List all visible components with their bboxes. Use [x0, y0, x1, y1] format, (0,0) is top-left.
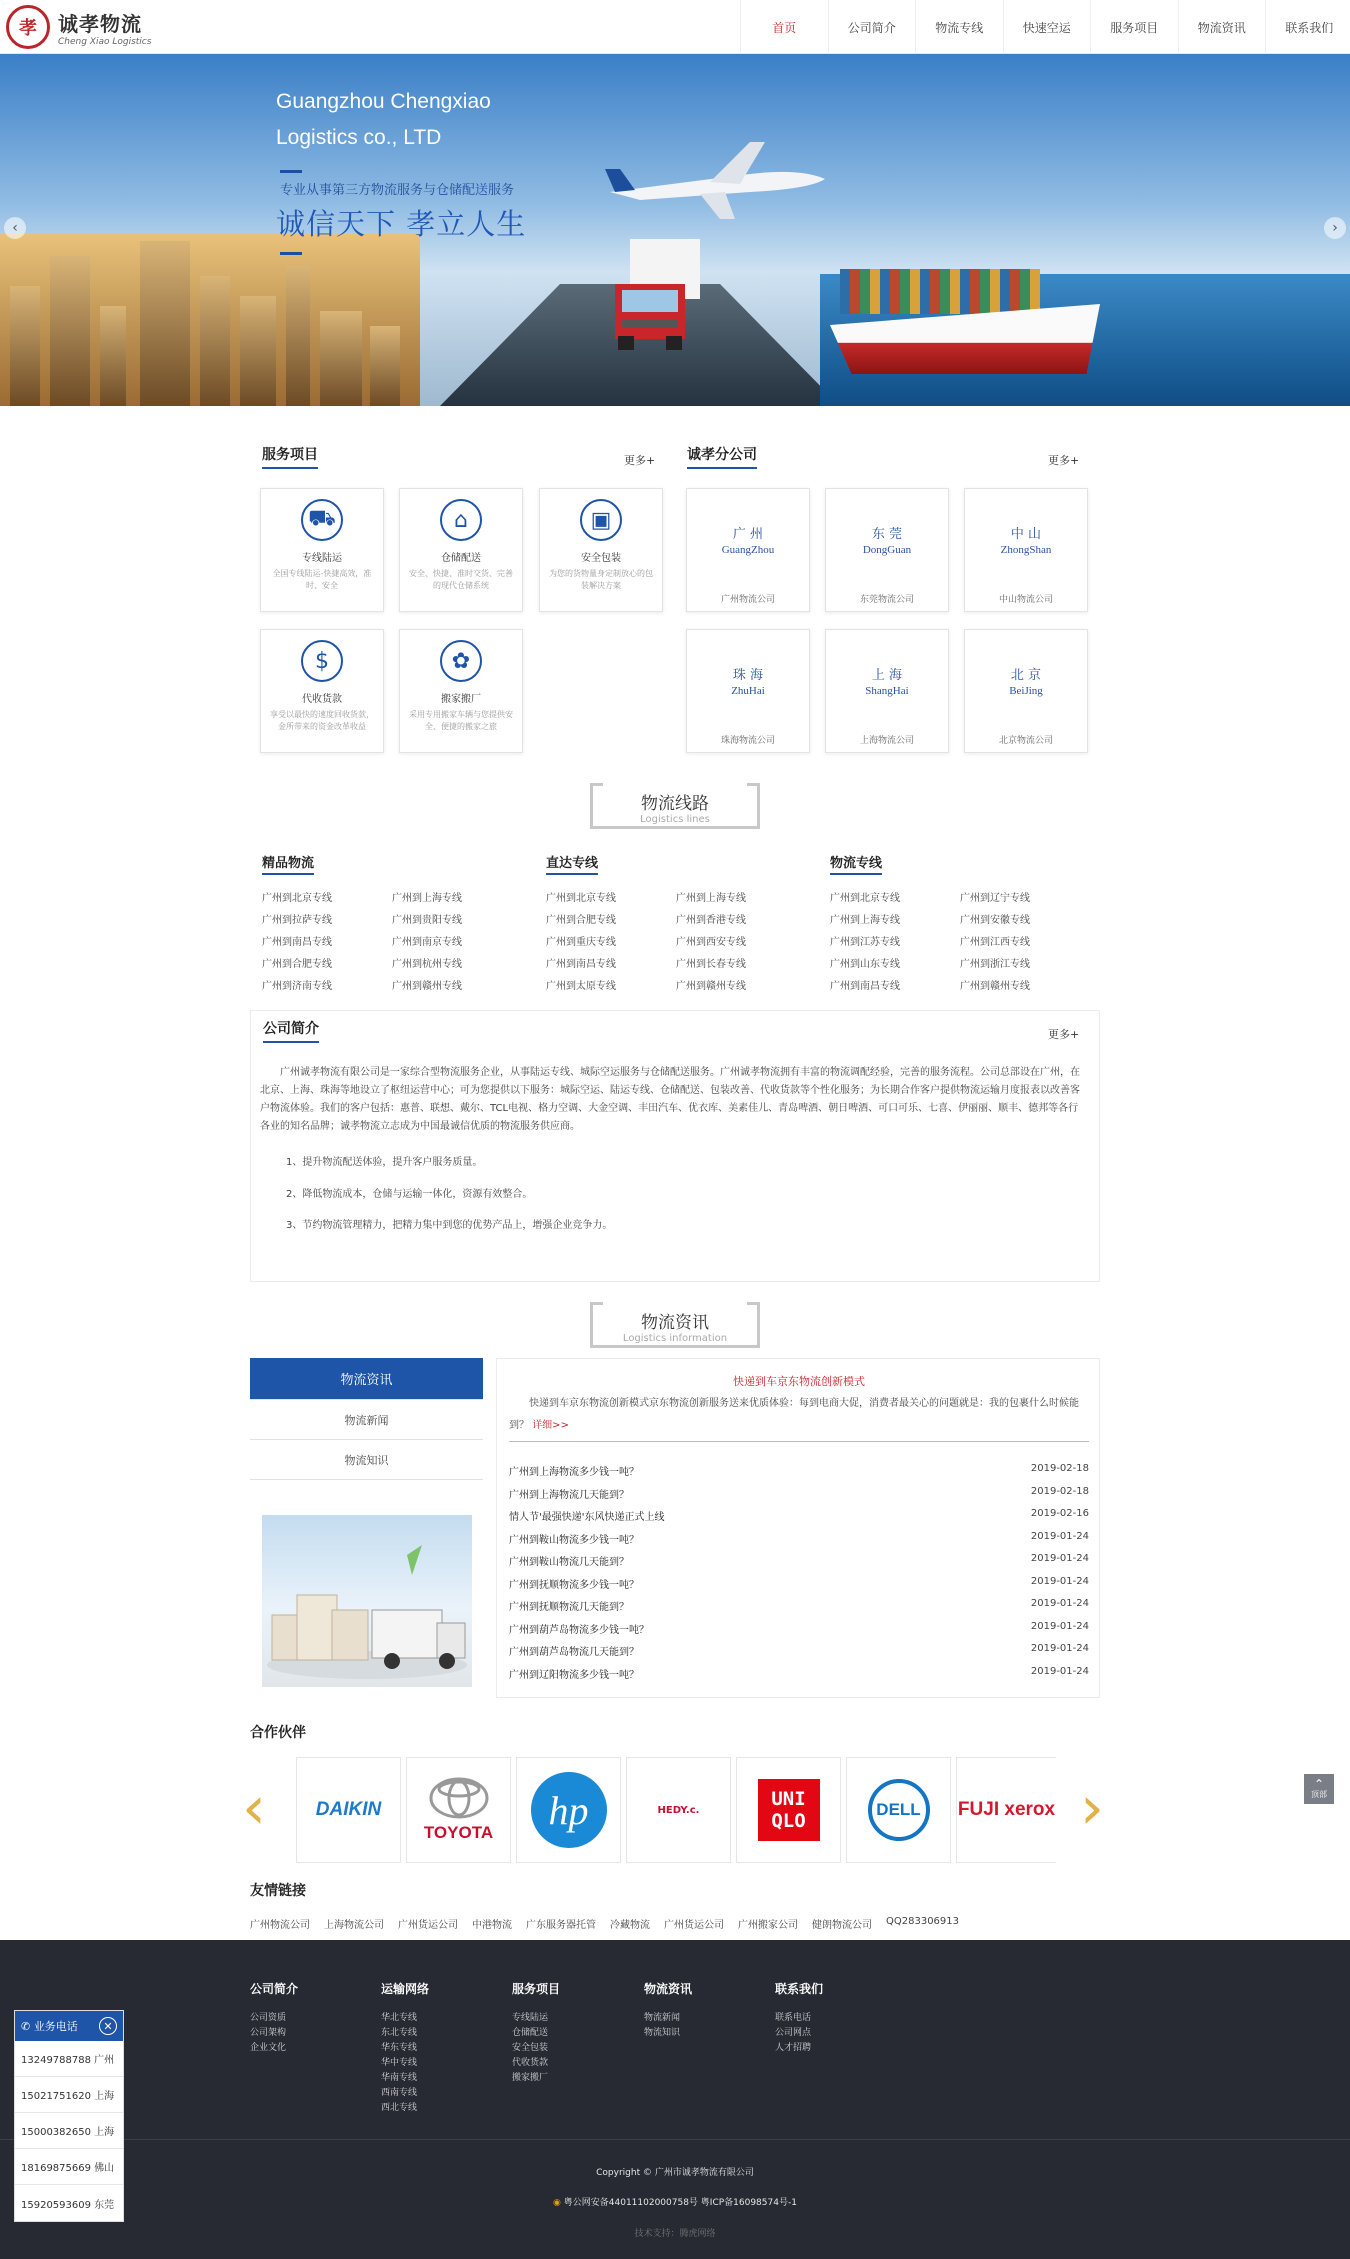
footer-col-title: 公司简介 [250, 1982, 299, 1996]
branch-caption: 东莞物流公司 [859, 595, 914, 605]
lines-head-cn: 物流线路 [641, 794, 709, 814]
service-card-desc: 安全、快捷、准时交货、完善的现代仓储系统 [409, 569, 513, 590]
news-section-header [590, 1302, 760, 1348]
footer [0, 1940, 1350, 2259]
news-row[interactable]: 广州到葫芦岛物流多少钱一吨？ 2019-01-24 [509, 1620, 1089, 1636]
logo[interactable] [6, 4, 151, 50]
nav-services[interactable]: 服务项目 [1090, 0, 1178, 54]
news-row[interactable]: 情人节'最强快递'东风快递正式上线 2019-02-16 [509, 1508, 1089, 1523]
line-link[interactable]: 广州到赣州专线 [960, 981, 1030, 992]
line-link[interactable]: 广州到南昌专线 [546, 959, 616, 970]
moving-icon: ✿ [440, 640, 482, 682]
service-card-title: 代收货款 [302, 694, 342, 705]
footer-link[interactable]: 西南专线 [381, 2088, 418, 2098]
service-card-packaging[interactable] [539, 488, 663, 612]
banner-divider [280, 170, 302, 173]
footer-copyright: Copyright © 广州市诚孝物流有限公司 [596, 2168, 754, 2178]
banner-prev-arrow-icon[interactable]: ‹ [4, 217, 26, 239]
hero-banner[interactable] [0, 54, 1350, 406]
intro-paragraph: 广州诚孝物流有限公司是一家综合型物流服务企业，从事陆运专线、城际空运服务与仓储配送服务。广州诚孝物流拥有丰富的物流调配经验，完善的服务流程。公司总部设在广州，在北京、上海、珠海等地设立了枢纽运营中心；可为您提供以下服务：城际空运、陆运专线、仓储配送、包装改善、代收货款等个性化服务；为长期合作客户提供物流运输月度报表以改善客户物流体验。我们的客户包括：惠普、联想、戴尔、TCL电视、格力空调、大金空调、丰田汽车、优衣库、美素佳儿、青岛啤酒、朝日啤酒、可口可乐、七喜、伊丽丽、顺丰、德邦等各行各业的知名品牌；诚孝物流立志成为中国最诚信优质的物流服务供应商。 [260, 1067, 1080, 1132]
side-phone-row[interactable]: 15000382650 上海 [15, 2113, 123, 2149]
line-link[interactable]: 广州到香港专线 [676, 915, 746, 926]
line-link[interactable]: 广州到济南专线 [262, 981, 332, 992]
branch-caption: 珠海物流公司 [720, 736, 775, 746]
tab-logistics-knowledge[interactable]: 物流知识 [250, 1440, 483, 1480]
footer-link[interactable]: 公司架构 [250, 2028, 287, 2038]
nav-news[interactable]: 物流资讯 [1178, 0, 1266, 54]
line-link[interactable]: 广州到长春专线 [676, 959, 746, 970]
partner-logo-fujixerox[interactable]: FUJI xerox [956, 1757, 1056, 1863]
partner-logo-dell[interactable]: DELL [846, 1757, 951, 1863]
partners-next-arrow-icon[interactable]: › [1080, 1773, 1104, 1843]
friend-link[interactable]: 健朗物流公司 [812, 1920, 872, 1931]
footer-link[interactable]: 安全包装 [512, 2043, 549, 2053]
footer-link[interactable]: 公司网点 [775, 2028, 812, 2038]
toyota-emblem-icon [429, 1777, 489, 1819]
logo-en: Cheng Xiao Logistics [58, 36, 152, 47]
line-link[interactable]: 广州到南昌专线 [830, 981, 900, 992]
branch-card-guangzhou[interactable] [686, 488, 810, 612]
footer-link[interactable]: 代收货款 [512, 2058, 549, 2068]
nav-contact[interactable]: 联系我们 [1265, 0, 1350, 54]
news-row[interactable]: 广州到抚顺物流几天能到？ 2019-01-24 [509, 1598, 1089, 1613]
tab-logistics-news[interactable]: 物流新闻 [250, 1400, 483, 1440]
line-link[interactable]: 广州到江西专线 [960, 937, 1030, 948]
side-phone-header [15, 2011, 123, 2041]
partner-logo-hp[interactable]: hp [516, 1757, 621, 1863]
branches-more-link[interactable]: 更多+ [1048, 454, 1080, 467]
intro-point: 3、节约物流管理精力，把精力集中到您的优势产品上，增强企业竞争力。 [286, 1220, 613, 1231]
line-link[interactable]: 广州到杭州专线 [392, 959, 462, 970]
intro-point: 2、降低物流成本，仓储与运输一体化，资源有效整合。 [286, 1189, 533, 1200]
footer-link[interactable]: 华东专线 [381, 2043, 418, 2053]
phone-icon: ✆ [21, 2020, 31, 2033]
service-card-title: 搬家搬厂 [441, 694, 481, 705]
news-row[interactable]: 广州到鞍山物流多少钱一吨？ 2019-01-24 [509, 1530, 1089, 1546]
intro-point: 1、提升物流配送体验，提升客户服务质量。 [286, 1157, 483, 1168]
news-image [262, 1515, 472, 1687]
branch-en: ZhuHai [731, 685, 765, 697]
news-row[interactable]: 广州到上海物流多少钱一吨？ 2019-02-18 [509, 1463, 1089, 1478]
branch-card-beijing[interactable] [964, 629, 1088, 753]
service-card-freight[interactable] [260, 488, 384, 612]
branch-en: ShangHai [865, 685, 909, 697]
news-row[interactable]: 广州到抚顺物流多少钱一吨？ 2019-01-24 [509, 1575, 1089, 1591]
branch-cn: 广 州 [732, 527, 764, 542]
footer-col-contact [775, 1980, 823, 2056]
branch-en: BeiJing [1009, 685, 1043, 697]
footer-link[interactable]: 仓储配送 [512, 2028, 549, 2038]
branch-en: DongGuan [862, 544, 912, 556]
arrow-up-icon: ⌃ [1313, 1777, 1325, 1791]
branch-caption: 中山物流公司 [998, 595, 1053, 605]
friend-link[interactable]: 广州物流公司 [250, 1920, 310, 1931]
lines-col-title: 物流专线 [830, 852, 882, 875]
footer-link[interactable]: 联系电话 [775, 2013, 812, 2023]
truck-icon: ⛟ [301, 499, 343, 541]
branch-cn: 东 莞 [871, 527, 903, 542]
branch-cn: 珠 海 [732, 668, 764, 683]
footer-col-services [512, 1980, 560, 2086]
branch-cn: 上 海 [871, 668, 903, 683]
side-phone-row[interactable]: 15021751620 上海 [15, 2077, 123, 2113]
branch-card-shanghai[interactable] [825, 629, 949, 753]
services-more-link[interactable]: 更多+ [624, 454, 656, 467]
footer-col-news [644, 1980, 692, 2041]
line-link[interactable]: 广州到太原专线 [546, 981, 616, 992]
friend-link[interactable]: 广州货运公司 [398, 1920, 458, 1931]
news-headline[interactable]: 快递到车京东物流创新模式 [733, 1375, 865, 1388]
banner-next-arrow-icon[interactable]: › [1324, 217, 1346, 239]
banner-plane-icon [600, 134, 840, 224]
footer-icp-text: 粤公网安备44011102000758号 粤ICP备16098574号-1 [563, 2198, 797, 2208]
line-link[interactable]: 广州到北京专线 [830, 893, 900, 904]
line-link[interactable]: 广州到赣州专线 [392, 981, 462, 992]
footer-link[interactable]: 搬家搬厂 [512, 2073, 549, 2083]
footer-link[interactable]: 企业文化 [250, 2043, 287, 2053]
banner-subtitle: 专业从事第三方物流服务与仓储配送服务 [280, 183, 515, 198]
police-badge-icon: ◉ [553, 2198, 561, 2208]
warehouse-icon: ⌂ [440, 499, 482, 541]
side-phone-widget [14, 2010, 124, 2222]
partners-title: 合作伙伴 [250, 1725, 306, 1741]
service-card-desc: 享受以最快的速度回收货款，金所带来的资金改革收益 [270, 710, 374, 731]
branch-en: GuangZhou [721, 544, 775, 556]
footer-col-title: 服务项目 [512, 1982, 561, 1996]
friend-link[interactable]: 冷藏物流 [610, 1920, 650, 1931]
banner-company-en: Guangzhou Chengxiao Logistics co., LTD [276, 90, 491, 149]
banner-containers [840, 269, 1040, 314]
lines-col-title: 直达专线 [546, 852, 598, 875]
friend-link[interactable]: 上海物流公司 [324, 1920, 384, 1931]
footer-link[interactable]: 华北专线 [381, 2013, 418, 2023]
branch-cn: 北 京 [1010, 668, 1042, 683]
friend-links-title: 友情链接 [250, 1883, 306, 1899]
news-head-cn: 物流资讯 [641, 1313, 709, 1333]
logo-mark-icon: 孝 [6, 5, 50, 49]
news-divider [509, 1441, 1089, 1442]
footer-link[interactable]: 公司资质 [250, 2013, 287, 2023]
friend-links [250, 1916, 959, 1931]
footer-icp[interactable] [0, 2195, 1350, 2208]
line-link[interactable]: 广州到重庆专线 [546, 937, 616, 948]
main-nav [740, 0, 1350, 54]
news-tabs [250, 1358, 483, 1480]
line-link[interactable]: 广州到合肥专线 [546, 915, 616, 926]
intro-title: 公司简介 [263, 1018, 319, 1043]
branch-card-zhongshan[interactable] [964, 488, 1088, 612]
line-link[interactable]: 广州到上海专线 [676, 893, 746, 904]
line-link[interactable]: 广州到贵阳专线 [392, 915, 462, 926]
service-card-title: 专线陆运 [302, 553, 342, 564]
footer-link[interactable]: 华南专线 [381, 2073, 418, 2083]
service-card-desc: 采用专用搬家车辆与您提供安全、便捷的搬家之旅 [409, 710, 513, 731]
partner-logo-daikin[interactable]: DAIKIN [296, 1757, 401, 1863]
side-phone-row[interactable]: 15920593609 东莞 [21, 2199, 115, 2211]
lines-col-links [830, 889, 1090, 992]
footer-col-title: 运输网络 [381, 1982, 430, 1996]
footer-link[interactable]: 专线陆运 [512, 2013, 549, 2023]
lines-col-links [546, 889, 806, 992]
intro-more-link[interactable]: 更多+ [1048, 1028, 1080, 1041]
branch-caption: 上海物流公司 [859, 736, 914, 746]
friend-link[interactable]: 广东服务器托管 [526, 1920, 596, 1931]
banner-slogan: 诚信天下 孝立人生 [276, 207, 527, 241]
news-row[interactable]: 广州到上海物流几天能到？ 2019-02-18 [509, 1485, 1089, 1501]
branches-title: 诚孝分公司 [687, 444, 757, 469]
box-icon: ▣ [580, 499, 622, 541]
service-card-desc: 全国专线陆运-快捷高效，准时、安全 [272, 569, 372, 590]
footer-col-title: 物流资讯 [644, 1982, 693, 1996]
nav-about[interactable]: 公司简介 [828, 0, 916, 54]
line-link[interactable]: 广州到北京专线 [262, 893, 332, 904]
line-link[interactable]: 广州到安徽专线 [960, 915, 1030, 926]
lines-section-header [590, 783, 760, 829]
lines-col-links [262, 889, 522, 992]
branch-card-dongguan[interactable] [825, 488, 949, 612]
line-link[interactable]: 广州到浙江专线 [960, 959, 1030, 970]
line-link[interactable]: 广州到南京专线 [392, 937, 462, 948]
footer-col-network [381, 1980, 429, 2116]
footer-link[interactable]: 东北专线 [381, 2028, 418, 2038]
line-link[interactable]: 广州到合肥专线 [262, 959, 332, 970]
footer-link[interactable]: 西北专线 [381, 2103, 418, 2113]
partner-logo-uniqlo[interactable]: UNI QLO [736, 1757, 841, 1863]
banner-city-image [0, 234, 420, 406]
footer-col-about [250, 1980, 298, 2056]
partner-logo-toyota[interactable]: TOYOTA [406, 1757, 511, 1863]
back-to-top-label: 顶部 [1311, 1790, 1327, 1799]
nav-air[interactable]: 快速空运 [1003, 0, 1091, 54]
nav-home[interactable]: 首页 [740, 0, 828, 54]
news-list [509, 1463, 1089, 1688]
service-card-storage[interactable] [399, 488, 523, 612]
friend-link[interactable]: 广州搬家公司 [738, 1920, 798, 1931]
nav-lines[interactable]: 物流专线 [915, 0, 1003, 54]
footer-link[interactable]: 物流知识 [644, 2028, 681, 2038]
branch-en: ZhongShan [1000, 544, 1052, 556]
branch-cn: 中 山 [1010, 527, 1042, 542]
footer-col-title: 联系我们 [775, 1982, 824, 1996]
side-phone-row[interactable]: 18169875669 佛山 [15, 2149, 123, 2185]
services-title: 服务项目 [262, 444, 318, 469]
logo-cn: 诚孝物流 [58, 11, 142, 36]
side-phone-row[interactable]: 13249788788 广州 [15, 2041, 123, 2077]
service-card-desc: 为您的货物量身定制放心的包装解决方案 [549, 569, 653, 590]
footer-tech-support: 技术支持：腾虎网络 [634, 2229, 716, 2239]
news-row[interactable]: 广州到葫芦岛物流几天能到？ 2019-01-24 [509, 1643, 1089, 1658]
branch-card-zhuhai[interactable] [686, 629, 810, 753]
news-head-en: Logistics information [622, 1333, 728, 1344]
line-link[interactable]: 广州到赣州专线 [676, 981, 746, 992]
intro-box [250, 1010, 1100, 1282]
line-link[interactable]: 广州到山东专线 [830, 959, 900, 970]
friend-link[interactable]: QQ283306913 [886, 1916, 960, 1927]
footer-link[interactable]: 人才招聘 [775, 2043, 812, 2053]
banner-truck-icon [600, 234, 720, 354]
friend-link[interactable]: 广州货运公司 [664, 1920, 724, 1931]
service-card-cod[interactable] [260, 629, 384, 753]
service-card-title: 安全包装 [581, 553, 621, 564]
news-headline-text: 快递到车京东物流创新模式京东物流创新服务送来优质体验：每到电商大促，消费者最关心的问题就是：我的包裹什么时候能到？ 详细>> [509, 1398, 1079, 1431]
line-link[interactable]: 广州到上海专线 [830, 915, 900, 926]
partner-logo-hedy[interactable]: HEDY.c. [626, 1757, 731, 1863]
tab-logistics-info[interactable]: 物流资讯 [250, 1358, 483, 1400]
lines-head-en: Logistics lines [640, 814, 710, 825]
footer-link[interactable]: 物流新闻 [644, 2013, 681, 2023]
header [0, 0, 1350, 54]
line-link[interactable]: 广州到西安专线 [676, 937, 746, 948]
branch-caption: 广州物流公司 [720, 595, 775, 605]
news-row[interactable]: 广州到鞍山物流几天能到？ 2019-01-24 [509, 1553, 1089, 1568]
branch-caption: 北京物流公司 [998, 736, 1053, 746]
footer-divider [0, 2139, 1350, 2140]
line-link[interactable]: 广州到北京专线 [546, 893, 616, 904]
partners-prev-arrow-icon[interactable]: ‹ [242, 1773, 266, 1843]
service-card-moving[interactable] [399, 629, 523, 753]
news-row[interactable]: 广州到辽阳物流多少钱一吨？ 2019-01-24 [509, 1665, 1089, 1681]
lines-col-title: 精品物流 [262, 852, 314, 875]
back-to-top-button[interactable] [1304, 1774, 1334, 1804]
close-icon[interactable]: ✕ [99, 2017, 117, 2035]
line-link[interactable]: 广州到上海专线 [392, 893, 462, 904]
line-link[interactable]: 广州到拉萨专线 [262, 915, 332, 926]
news-detail-link[interactable]: 详细>> [532, 1420, 569, 1431]
service-card-title: 仓储配送 [441, 553, 481, 564]
line-link[interactable]: 广州到南昌专线 [262, 937, 332, 948]
footer-link[interactable]: 华中专线 [381, 2058, 418, 2068]
line-link[interactable]: 广州到江苏专线 [830, 937, 900, 948]
banner-divider-2 [280, 252, 302, 255]
money-bag-icon: $ [301, 640, 343, 682]
line-link[interactable]: 广州到辽宁专线 [960, 893, 1030, 904]
friend-link[interactable]: 中港物流 [472, 1920, 512, 1931]
side-phone-title: 业务电话 [33, 2020, 78, 2033]
news-box [496, 1358, 1100, 1698]
